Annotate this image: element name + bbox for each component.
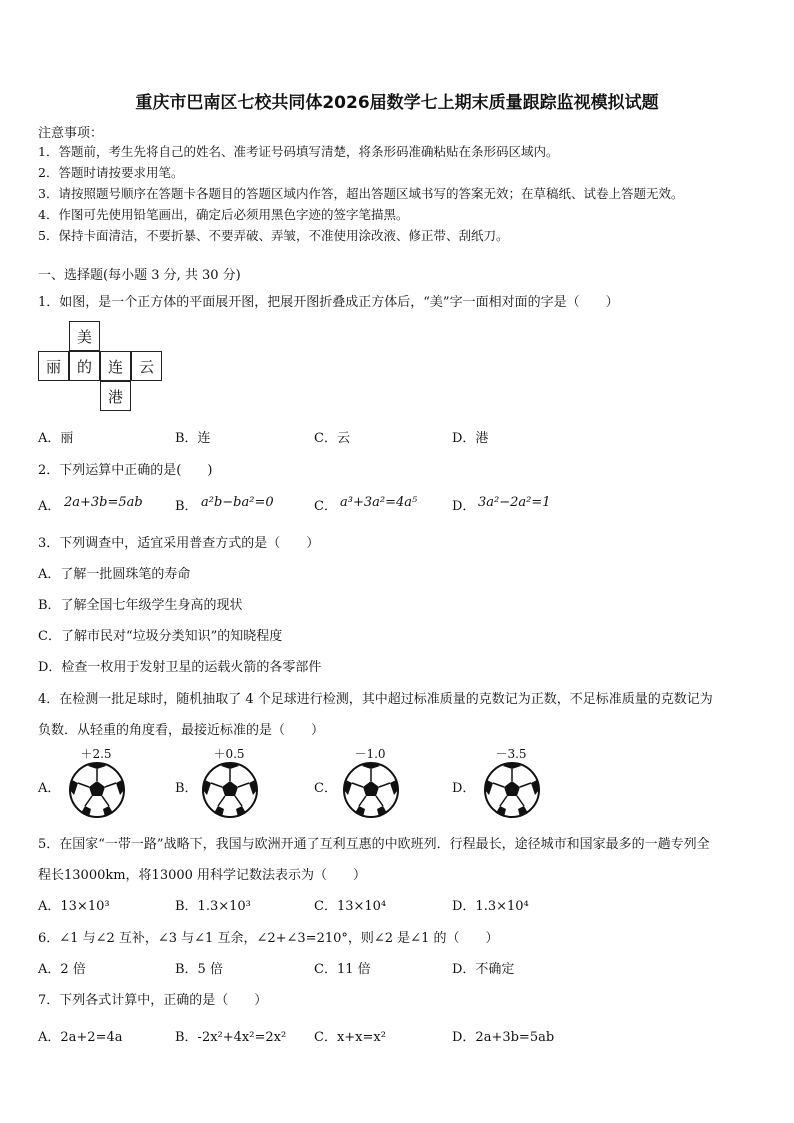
question-4-stem: 4．在检测一批足球时，随机抽取了 4 个足球进行检测，其中超过标准质量的克数记为正数，不足标准质量的克数记为 — [38, 692, 713, 707]
q3-option-a: A．了解一批圆珠笔的寿命 — [38, 567, 191, 582]
question-7-stem: 7．下列各式计算中，正确的是（ ） — [38, 993, 268, 1008]
notes-heading: 注意事项： — [38, 126, 104, 141]
q1-option-d: D．港 — [452, 431, 489, 446]
note-item: 5．保持卡面清洁，不要折暴、不要弄破、弄皱，不准使用涂改液、修正带、刮纸刀。 — [38, 228, 509, 243]
q2-option-c: a³+3a²=4a⁵ — [340, 495, 418, 510]
q7-option-c: C．x+x=x² — [314, 1030, 386, 1045]
q4-label-b: B． — [175, 781, 198, 796]
net-cell: 的 — [69, 351, 100, 381]
ball-mass-label: －3.5 — [495, 747, 527, 761]
net-cell: 港 — [100, 381, 131, 411]
note-item: 3．请按照题号顺序在答题卡各题目的答题区域内作答，超出答题区域书写的答案无效；在草稿纸、试卷上答题无效。 — [38, 186, 684, 201]
question-5-stem-cont: 程长13000km，将13000 用科学记数法表示为（ ） — [38, 868, 367, 883]
soccer-ball-icon — [68, 761, 126, 819]
q1-option-a: A．丽 — [38, 431, 74, 446]
soccer-ball-icon — [342, 761, 400, 819]
question-6-stem: 6．∠1 与∠2 互补，∠3 与∠1 互余，∠2+∠3=210°，则∠2 是∠1 的（ ） — [38, 931, 499, 946]
ball-mass-label: －1.0 — [354, 747, 386, 761]
q6-option-d: D．不确定 — [452, 962, 515, 977]
q6-option-b: B．5 倍 — [175, 962, 223, 977]
q5-option-a: A．13×10³ — [38, 899, 110, 914]
q4-label-a: A． — [38, 781, 61, 796]
q5-option-c: C．13×10⁴ — [314, 899, 387, 914]
q2-label-c: C． — [314, 499, 337, 514]
q1-option-b: B．连 — [175, 431, 211, 446]
question-2-stem: 2．下列运算中正确的是( ) — [38, 463, 213, 478]
section-heading: 一、选择题(每小题 3 分, 共 30 分) — [38, 268, 241, 283]
q4-label-d: D． — [452, 781, 476, 796]
page-title: 重庆市巴南区七校共同体2026届数学七上期末质量跟踪监视模拟试题 — [135, 93, 659, 113]
question-1-stem: 1．如图，是一个正方体的平面展开图，把展开图折叠成正方体后，“美”字一面相对面的字是（ ） — [38, 295, 619, 310]
q4-ball-a — [66, 745, 126, 825]
question-4-stem-cont: 负数．从轻重的角度看，最接近标准的是（ ） — [38, 723, 325, 738]
soccer-ball-icon — [483, 761, 541, 819]
q4-ball-c — [340, 745, 400, 825]
q3-option-d: D．检查一枚用于发射卫星的运载火箭的各零部件 — [38, 660, 322, 675]
net-cell: 丽 — [38, 351, 69, 381]
ball-mass-label: ＋0.5 — [213, 747, 245, 761]
q7-option-d: D．2a+3b=5ab — [452, 1030, 555, 1045]
question-3-stem: 3．下列调查中，适宜采用普查方式的是（ ） — [38, 536, 320, 551]
question-5-stem: 5．在国家“一带一路”战略下，我国与欧洲开通了互利互惠的中欧班列．行程最长，途径城市和国家最多的一趟专列全 — [38, 837, 710, 852]
q2-option-b: a²b−ba²=0 — [201, 495, 274, 510]
q5-option-b: B．1.3×10³ — [175, 899, 251, 914]
q3-option-b: B．了解全国七年级学生身高的现状 — [38, 598, 243, 613]
net-cell: 云 — [131, 351, 162, 381]
q2-label-b: B． — [175, 499, 198, 514]
q5-option-d: D．1.3×10⁴ — [452, 899, 529, 914]
note-item: 1．答题前，考生先将自己的姓名、准考证号码填写清楚，将条形码准确粘贴在条形码区域内。 — [38, 144, 559, 159]
q6-option-a: A．2 倍 — [38, 962, 86, 977]
q2-label-d: D． — [452, 499, 476, 514]
soccer-ball-icon — [201, 761, 259, 819]
q4-ball-b — [199, 745, 259, 825]
q2-label-a: A． — [38, 499, 61, 514]
q2-option-a: 2a+3b=5ab — [64, 495, 143, 510]
note-item: 4．作图可先使用铅笔画出，确定后必须用黑色字迹的签字笔描黑。 — [38, 207, 409, 222]
q4-label-c: C． — [314, 781, 337, 796]
q3-option-c: C．了解市民对“垃圾分类知识”的知晓程度 — [38, 629, 283, 644]
net-cell: 美 — [69, 321, 100, 351]
q4-ball-d — [481, 745, 541, 825]
ball-mass-label: ＋2.5 — [80, 747, 112, 761]
q1-option-c: C．云 — [314, 431, 350, 446]
net-cell: 连 — [100, 351, 131, 381]
q6-option-c: C．11 倍 — [314, 962, 371, 977]
note-item: 2．答题时请按要求用笔。 — [38, 165, 184, 180]
q7-option-b: B．-2x²+4x²=2x² — [175, 1030, 287, 1045]
q7-option-a: A．2a+2=4a — [38, 1030, 123, 1045]
q2-option-d: 3a²−2a²=1 — [478, 495, 551, 510]
